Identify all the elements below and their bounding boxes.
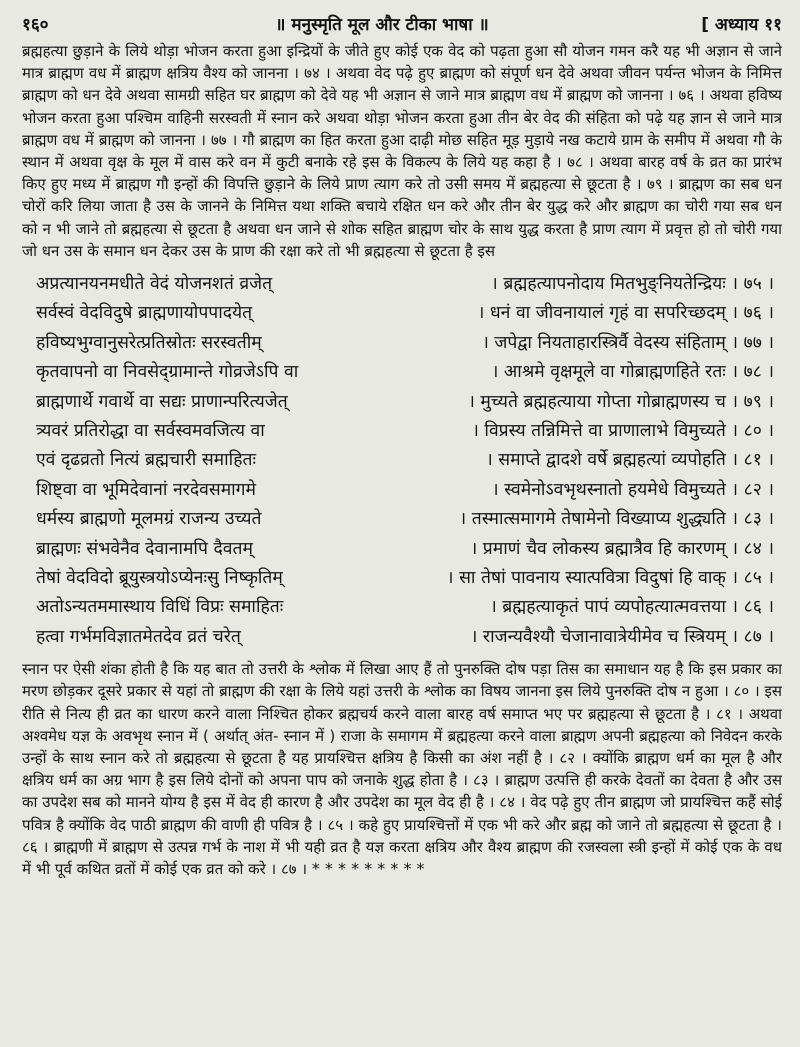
verse-second-half: । आश्रमे वृक्षमूले वा गोब्राह्मणहिते रतः । ७८ । <box>491 362 774 383</box>
verse-first-half: हत्वा गर्भमविज्ञातमेतदेव व्रतं चरेत् <box>36 626 241 647</box>
verse-first-half: शिष्ट्वा वा भूमिदेवानां नरदेवसमागमे <box>36 479 257 500</box>
sanskrit-verse <box>22 329 782 358</box>
sanskrit-verse <box>22 535 782 564</box>
verse-first-half: अप्रत्यानयनमधीते वेदं योजनशतं व्रजेत् <box>36 274 273 295</box>
verse-first-half: कृतवापनो वा निवसेद्ग्रामान्ते गोव्रजेऽपि वा <box>36 362 299 383</box>
verse-second-half: । धनं वा जीवनायालं गृहं वा सपरिच्छदम् । ७६ । <box>477 303 774 324</box>
chapter-label: [ अध्याय ११ <box>701 15 782 35</box>
verse-second-half: । ब्रह्महत्याकृतं पापं व्यपोहत्यात्मवत्तया । ८६ । <box>490 597 774 618</box>
page-number: १६० <box>22 15 49 35</box>
commentary-line: मध्य में ब्राह्मण गौ इन्हों की विपत्ति छुड़ाने के लिये प्राण त्याग करे तो उसी समय में ब्रह्महत्या से छूटता है । ७९ । ब्राह्मण का <box>72 175 736 194</box>
verse-first-half: हविष्यभुग्वानुसरेत्प्रतिस्रोतः सरस्वतीम् <box>36 332 262 353</box>
verse-second-half: । प्रमाणं चैव लोकस्य ब्रह्मात्रैव हि कारणम् । ८४ । <box>470 538 774 559</box>
commentary-top <box>22 40 782 262</box>
sanskrit-verse <box>22 358 782 387</box>
commentary-line: ७७ । गौ ब्राह्मण का हित करता हुआ दाढ़ी मोछ सहित मूड़ मुड़ाये नख कटाये ग्राम के समीप में अथवा गौ के स्थान में अथवा <box>22 130 782 172</box>
verse-first-half: त्र्यवरं प्रतिरोद्धा वा सर्वस्वमवजित्य वा <box>36 420 265 441</box>
end-ornament-stars: * * * * * * * * * <box>311 858 425 878</box>
commentary-line: सब धन चोरों करि लिया जाता है उस के जानने के निमित्त यथा शक्ति बचाये रक्षित धन करे और तीन बेर युद्ध करे और ब्राह्मण का <box>22 175 782 216</box>
sanskrit-verse <box>22 564 782 593</box>
verse-block <box>22 270 782 652</box>
sanskrit-verse <box>22 299 782 328</box>
commentary-line: वृक्ष के मूल में वास करे वन में कुटी बनाके रहे इस के विकल्प के लिये यह कहा है । ७८ । अथवा बारह वर्ष के व्रत का प्रारंभ किए हुए <box>22 153 782 194</box>
verse-second-half: । स्वमेनोऽवभृथस्नातो हयमेधे विमुच्यते । ८२ । <box>492 479 774 500</box>
sanskrit-verse <box>22 270 782 299</box>
commentary-line: में भी यही व्रत है यज्ञ करता क्षत्रिय और वैश्य ब्राह्मण की रजस्वला स्त्री इन्हों में कोई एक के वध में भी पूर्व कथित व्रतों में <box>22 837 782 878</box>
commentary-last-line: कोई एक व्रत को करे । ८७ । <box>154 859 308 878</box>
verse-second-half: । विप्रस्य तन्निमित्ते वा प्राणालाभे विमुच्यते । ८० । <box>472 420 774 441</box>
commentary-line: अज्ञान से जाने मात्र ब्राह्मण वध में ब्राह्मण क्षत्रिय वैश्य को जानना । ७४ । अथवा वेद पढ़े हुए ब्राह्मण को संपूर्ण धन <box>22 42 782 83</box>
verse-second-half: । जपेद्वा नियताहारस्त्रिर्वै वेदस्य संहिताम् । ७७ । <box>482 332 774 353</box>
verse-second-half: । ब्रह्महत्यापनोदाय मितभुङ्नियतेन्द्रियः । ७५ । <box>491 274 774 295</box>
commentary-line: करने वाला बारह वर्ष समाप्त भए पर ब्रह्महत्या से छूटता है । ८१ । अथवा अश्वमेध यज्ञ के अवभृथ स्नान में ( अर्थात् अंत- <box>22 704 782 745</box>
commentary-line: चोरी गया सब धन को न भी जाने तो ब्रह्महत्या से छूटता है अथवा धन जाने से शोक सहित ब्राह्मण चोर के साथ युद्ध करता है प्राण <box>22 197 782 238</box>
verse-second-half: । मुच्यते ब्रह्महत्याया गोप्ता गोब्राह्मणस्य च । ७९ । <box>468 391 774 412</box>
sanskrit-verse <box>22 417 782 446</box>
sanskrit-verse <box>22 593 782 622</box>
verse-second-half: । समाप्ते द्वादशे वर्षे ब्रह्महत्यां व्यपोहति । ८१ । <box>486 450 774 471</box>
commentary-line: अथवा थोड़ा भोजन करता हुआ तीन बेर वेद की संहिता को पढ़े यह ज्ञान से जाने मात्र ब्राह्मण वध में ब्राह्मण को जानना । <box>22 108 782 149</box>
verse-first-half: एवं दृढव्रतो नित्यं ब्रह्मचारी समाहितः <box>36 450 257 471</box>
verse-second-half: । तस्मात्समागमे तेषामेनो विख्याप्य शुद्ध्यति । ८३ । <box>459 509 774 530</box>
commentary-line: स्नान में ) राजा के समागम में ब्रह्महत्या करने वाला ब्राह्मण अपनी ब्रह्महत्या को निवेदन करके उन्हों के साथ स्नान करे <box>22 726 782 767</box>
verse-first-half: तेषां वेदविदो ब्रूयुस्त्रयोऽप्येनःसु निष्कृतिम् <box>36 567 283 588</box>
verse-second-half: । सा तेषां पावनाय स्यात्पवित्रा विदुषां हि वाक् । ८५ । <box>446 567 774 588</box>
page-header <box>22 12 782 40</box>
commentary-line: त्याग में प्रवृत्त हो तो चोरी गया जो धन उस के समान धन देकर उस के प्राण की रक्षा करे तो भी ब्रह्महत्या से छूटता है इस <box>22 219 782 260</box>
commentary-line: जानना इस लिये पुनरुक्ति दोष न हुआ । ८० । इस रीति से नित्य ही व्रत का धारण करने वाला निश्चित होकर ब्रह्मचर्य <box>22 682 782 723</box>
sanskrit-verse <box>22 446 782 475</box>
commentary-line: का देवता है और उस का उपदेश सब को मानने योग्य है इस में वेद ही कारण है और उपदेश का मूल वेद ही है । ८४ । <box>22 771 782 812</box>
verse-first-half: ब्राह्मणः संभवेनैव देवानामपि दैवतम् <box>36 538 253 559</box>
verse-first-half: ब्राह्मणार्थे गवार्थे वा सद्यः प्राणान्परित्यजेत् <box>36 391 288 412</box>
sanskrit-verse <box>22 388 782 417</box>
sanskrit-verse <box>22 476 782 505</box>
commentary-line: ब्रह्महत्या छुड़ाने के लिये थोड़ा भोजन करता हुआ इन्द्रियों के जीते हुए कोई एक वेद को पढ़ता हुआ सौ योजन गमन करै यह भी <box>22 42 700 60</box>
commentary-line: वेद पढ़े हुए तीन ब्राह्मण जो प्रायश्चित्त कहैं सोई पवित्र है क्योंकि वेद पाठी ब्राह्मण की वाणी ही पवित्र है । ८५ । कहे हुए <box>22 793 782 834</box>
commentary-line: स्नान पर ऐसी शंका होती है कि यह बात तो उत्तरी के श्लोक में लिखा आए हैं तो पुनरुक्ति दोष पड़ा तिस का समाधान <box>22 660 649 679</box>
commentary-line: यह है कि इस प्रकार का मरण छोड़कर दूसरे प्रकार से यहां तो ब्राह्मण की रक्षा के लिये यहां उत्तरी के श्लोक का विषय <box>22 660 782 701</box>
verse-first-half: सर्वस्वं वेदविदुषे ब्राह्मणायोपपादयेत् <box>36 303 253 324</box>
commentary-line: देवे अथवा जीवन पर्यन्त भोजन के निमित्त ब्राह्मण को धन देवे अथवा सामग्री सहित घर ब्राह्मण को देवे यह भी अज्ञान से <box>22 64 782 105</box>
commentary-bottom <box>22 658 782 880</box>
commentary-line: तो ब्रह्महत्या से छूटता है यह प्रायश्चित्त क्षत्रिय है किसी का अंश नहीं है । ८२ । क्योंकि ब्राह्मण धर्म का मूल है और <box>155 748 782 767</box>
sanskrit-verse <box>22 623 782 652</box>
verse-second-half: । राजन्यवैश्यौ चेजानावात्रेयीमेव च स्त्रियम् । ८७ । <box>470 626 774 647</box>
sanskrit-verse <box>22 505 782 534</box>
verse-first-half: अतोऽन्यतममास्थाय विधिं विप्रः समाहितः <box>36 597 284 618</box>
commentary-line: प्रायश्चित्तों में एक भी करे और ब्रह्म को जाने तो ब्रह्महत्या से छूटता है । ८६ । ब्राह्मणी में ब्राह्मण से उत्पन्न गर्भ के नाश <box>22 815 782 856</box>
running-title: ॥ मनुस्मृति मूल और टीका भाषा ॥ <box>275 15 489 35</box>
commentary-line: जाने मात्र ब्राह्मण वध में ब्राह्मण को जानना । ७६ । अथवा हविष्य भोजन करता हुआ पश्चिम वाहिनी सरस्वती में स्नान करे <box>22 86 782 127</box>
commentary-line: क्षत्रिय धर्म का अग्र भाग है इस लिये दोनों को अपना पाप को जनाके शुद्ध होता है । ८३ । ब्राह्मण उत्पत्ति ही करके देवतों <box>22 771 665 790</box>
book-page <box>22 12 782 1017</box>
verse-first-half: धर्मस्य ब्राह्मणो मूलमग्रं राजन्य उच्यते <box>36 509 262 530</box>
